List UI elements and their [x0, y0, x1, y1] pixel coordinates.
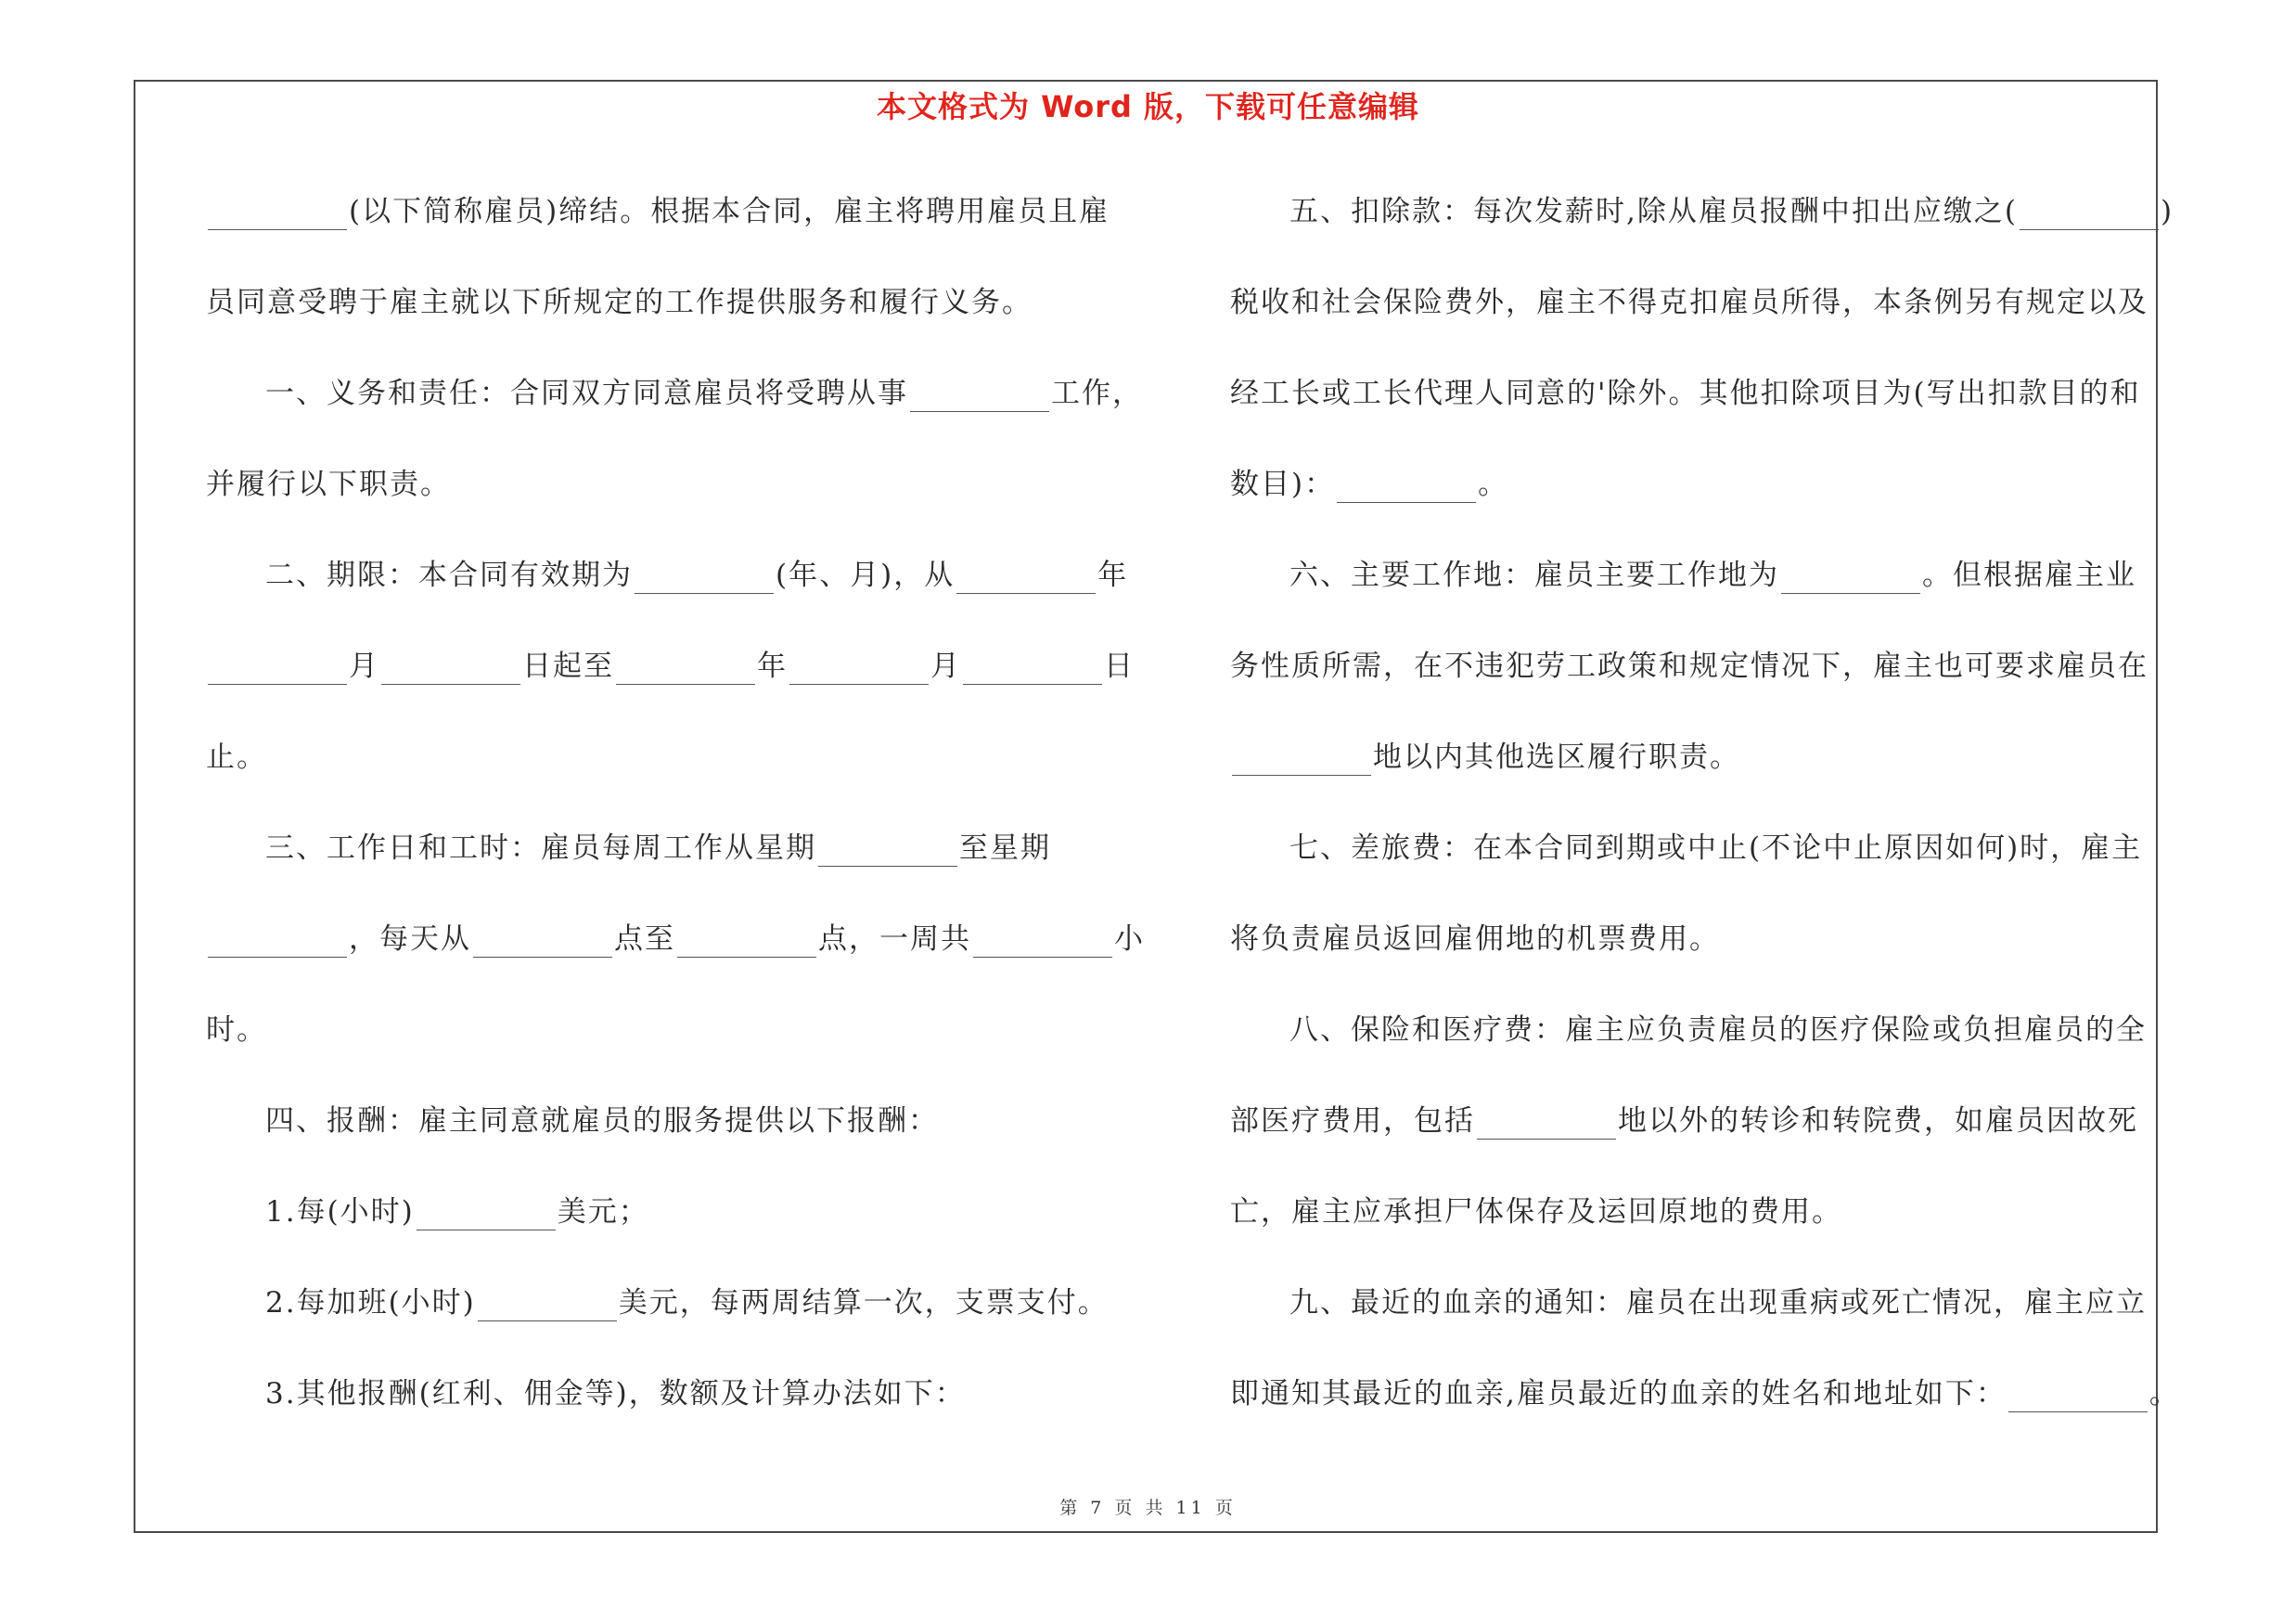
paragraph-line: 经工长或工长代理人同意的'除外。其他扣除项目为(写出扣款目的和 [1230, 377, 2141, 410]
paragraph-line: 时。 [206, 1013, 267, 1047]
blank-field [635, 560, 774, 594]
clause-workplace: 六、主要工作地：雇员主要工作地为 。但根据雇主业 [1289, 559, 2136, 592]
paragraph-line: 务性质所需，在不违犯劳工政策和规定情况下，雇主也可要求雇员在 [1230, 650, 2148, 683]
paragraph-line: 即通知其最近的血亲,雇员最近的血亲的姓名和地址如下： 。 [1230, 1377, 2180, 1410]
blank-field [956, 560, 1096, 594]
paragraph-line: 亡，雇主应承担尸体保存及运回原地的费用。 [1230, 1195, 1842, 1229]
format-notice-banner: 本文格式为 Word 版，下载可任意编辑 [876, 89, 1420, 124]
blank-field [1337, 469, 1476, 503]
paragraph-line: 将负责雇员返回雇佣地的机票费用。 [1230, 922, 1720, 956]
blank-field [478, 1287, 617, 1321]
clause-working-hours: 三、工作日和工时：雇员每周工作从星期 至星期 [265, 831, 1051, 865]
paragraph-line: 地以内其他选区履行职责。 [1230, 728, 2158, 818]
blank-field [208, 650, 347, 685]
clause-term: 二、期限：本合同有效期为 (年、月)，从 年 [265, 559, 1129, 592]
clause-duties: 一、义务和责任：合同双方同意雇员将受聘从事 工作， [265, 377, 1143, 410]
blank-field [381, 650, 520, 685]
blank-field [910, 378, 1049, 412]
paragraph-line: 数目)： 。 [1230, 468, 1509, 501]
paragraph-line: 月 日起至 年 月 日 [206, 637, 1134, 728]
blank-field [616, 650, 755, 685]
paragraph-line: 部医疗费用，包括 地以外的转诊和转院费，如雇员因故死 [1230, 1104, 2138, 1138]
blank-field [963, 650, 1102, 685]
clause-deductions: 五、扣除款：每次发薪时,除从雇员报酬中扣出应缴之( ) [1289, 195, 2174, 228]
remuneration-item-overtime: 2.每加班(小时) 美元，每两周结算一次，支票支付。 [265, 1286, 1109, 1320]
clause-remuneration: 四、报酬：雇主同意就雇员的服务提供以下报酬： [265, 1104, 939, 1138]
blank-field [2008, 1378, 2148, 1412]
paragraph-line: 止。 [206, 741, 267, 774]
blank-field [818, 832, 957, 867]
blank-field [973, 923, 1112, 958]
blank-field [677, 923, 816, 958]
blank-field [1232, 741, 1371, 776]
paragraph-line: 税收和社会保险费外，雇主不得克扣雇员所得，本条例另有规定以及 [1230, 286, 2148, 319]
remuneration-item-hourly: 1.每(小时) 美元； [265, 1195, 649, 1229]
paragraph-line: (以下简称雇员)缔结。根据本合同，雇主将聘用雇员且雇 [206, 182, 1134, 273]
blank-field [2020, 196, 2159, 230]
paragraph-line: ，每天从 点至 点，一周共 小 [206, 909, 1134, 1000]
clause-insurance: 八、保险和医疗费：雇主应负责雇员的医疗保险或负担雇员的全 [1289, 1013, 2147, 1047]
blank-field [789, 650, 929, 685]
blank-field [417, 1196, 556, 1230]
page-number: 第 7 页 共 11 页 [1059, 1498, 1237, 1518]
blank-field [208, 196, 347, 230]
clause-travel-expenses: 七、差旅费：在本合同到期或中止(不论中止原因如何)时，雇主 [1289, 831, 2143, 865]
remuneration-item-other: 3.其他报酬(红利、佣金等)，数额及计算办法如下： [265, 1377, 966, 1410]
blank-field [1781, 560, 1920, 594]
paragraph-line: 并履行以下职责。 [206, 468, 451, 501]
blank-field [208, 923, 347, 958]
left-column [206, 182, 1145, 1455]
clause-next-of-kin: 九、最近的血亲的通知：雇员在出现重病或死亡情况，雇主应立 [1289, 1286, 2147, 1320]
blank-field [473, 923, 612, 958]
blank-field [1477, 1105, 1616, 1140]
right-column [1230, 182, 2180, 1455]
paragraph-line: 员同意受聘于雇主就以下所规定的工作提供服务和履行义务。 [206, 286, 1033, 319]
